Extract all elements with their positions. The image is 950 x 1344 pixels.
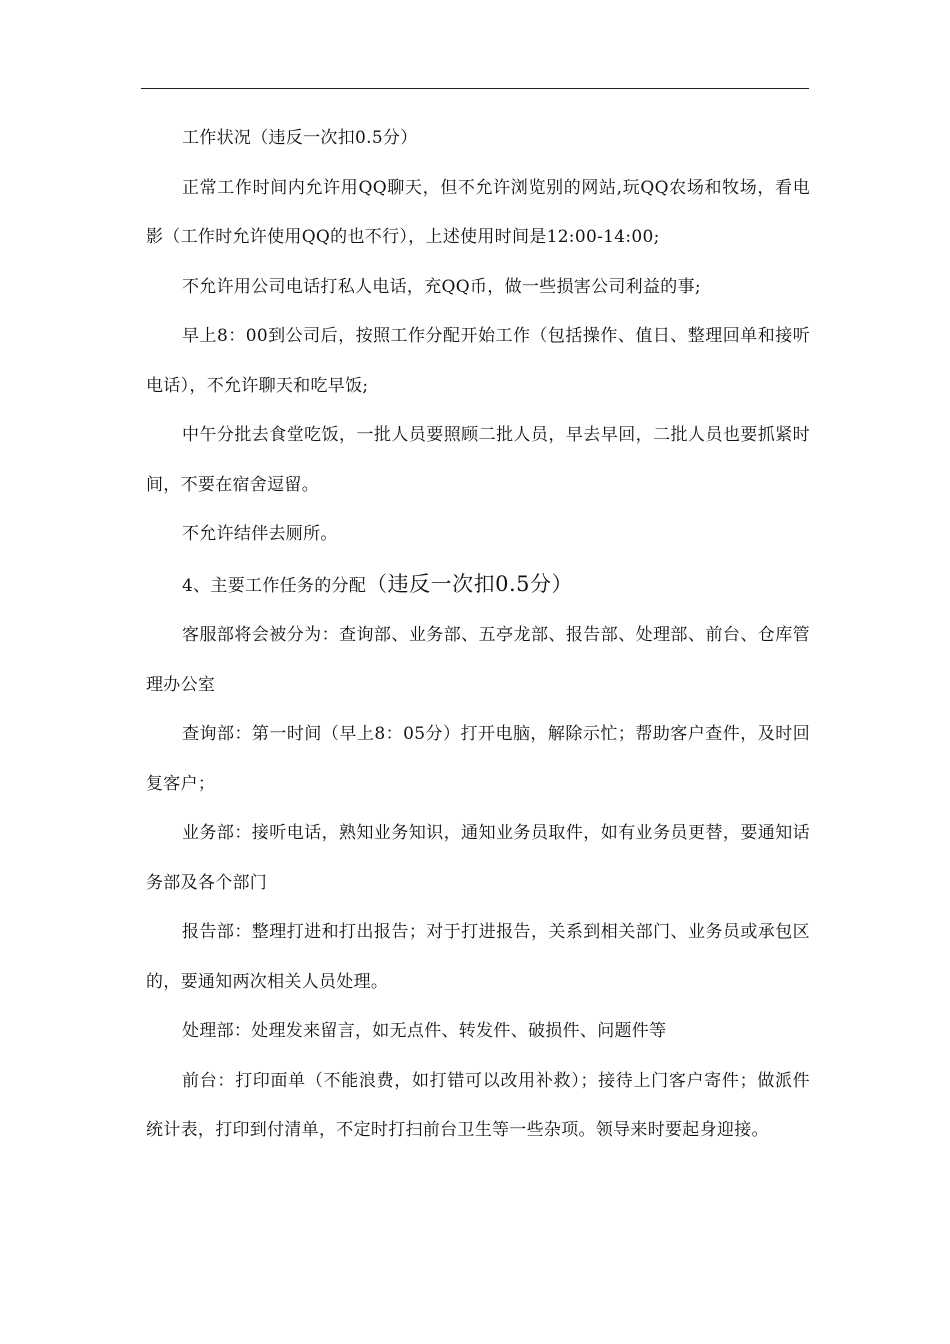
section-4-heading [146,560,810,612]
paragraph-front-desk: 前台：打印面单（不能浪费，如打错可以改用补救）；接待上门客户寄件；做派件统计表，打印到付清单，不定时打扫前台卫生等一些杂项。领导来时要起身迎接。 [146,1070,810,1140]
paragraph-lunch-rule: 中午分批去食堂吃饭，一批人员要照顾二批人员，早去早回，二批人员也要抓紧时间，不要在宿舍逗留。 [146,425,810,495]
paragraph-handling-dept: 处理部：处理发来留言，如无点件、转发件、破损件、问题件等 [182,1021,667,1041]
document-body [146,114,810,1156]
paragraph-work-status-heading: 工作状况（违反一次扣0.5分） [182,128,418,148]
paragraph-restroom-rule: 不允许结伴去厕所。 [182,524,338,544]
paragraph-qq-usage: 正常工作时间内允许用QQ聊天，但不允许浏览别的网站,玩QQ农场和牧场，看电影（工作时允许使用QQ的也不行），上述使用时间是12:00-14:00; [146,177,810,247]
paragraph-morning-rule: 早上8：00到公司后，按照工作分配开始工作（包括操作、值日、整理回单和接听电话），不允许聊天和吃早饭; [146,326,810,396]
section-4-note: （违反一次扣0.5分） [366,571,574,596]
section-4-lead: 4、主要工作任务的分配 [182,575,367,596]
paragraph-business-dept: 业务部：接听电话，熟知业务知识，通知业务员取件，如有业务员更替，要通知话务部及各个部门 [146,823,810,893]
paragraph-query-dept: 查询部：第一时间（早上8：05分）打开电脑，解除示忙；帮助客户查件，及时回复客户； [146,724,810,794]
paragraph-departments: 客服部将会被分为：查询部、业务部、五亭龙部、报告部、处理部、前台、仓库管理办公室 [146,625,810,695]
header-rule [141,88,809,89]
paragraph-phone-rule: 不允许用公司电话打私人电话，充QQ币，做一些损害公司利益的事; [182,276,701,297]
paragraph-report-dept: 报告部：整理打进和打出报告；对于打进报告，关系到相关部门、业务员或承包区的，要通知两次相关人员处理。 [146,922,810,992]
